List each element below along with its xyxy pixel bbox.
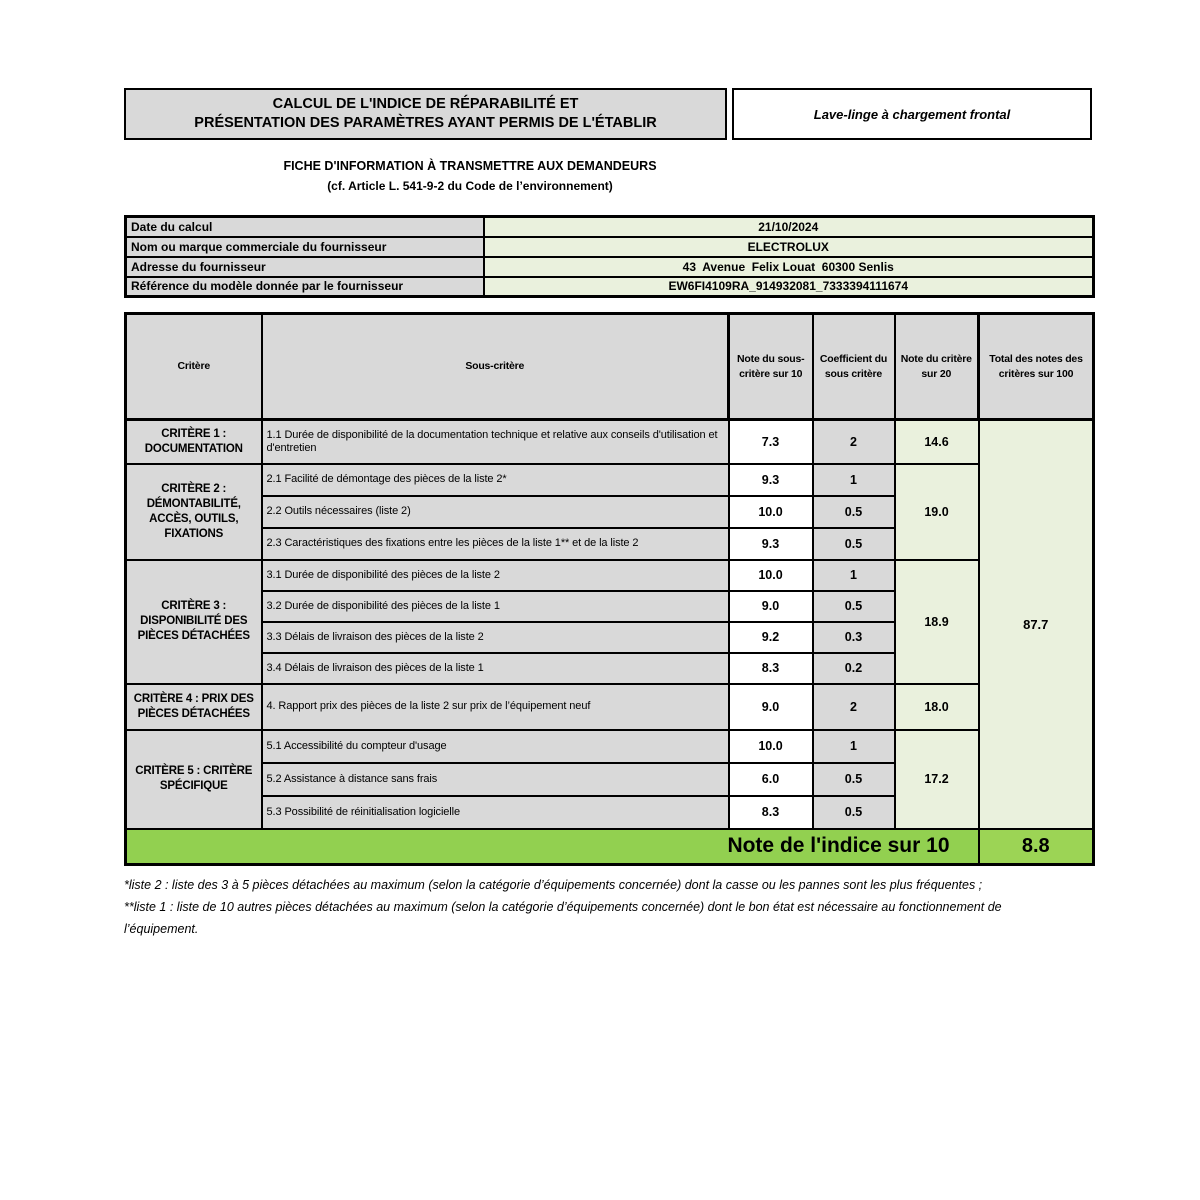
sub-4-note10: 9.0: [729, 684, 813, 730]
sub-2-3-label: 2.3 Caractéristiques des fixations entre les pièces de la liste 1** et de la liste 2: [262, 528, 729, 560]
criterion-5-name: CRITÈRE 5 : CRITÈRE SPÉCIFIQUE: [126, 730, 262, 829]
criterion-2-note20: 19.0: [895, 464, 979, 560]
main-title-box: [124, 88, 727, 140]
table-row: [126, 560, 1094, 591]
product-type-label: Lave-linge à chargement frontal: [813, 106, 1011, 122]
table-row: [126, 684, 1094, 730]
sub-2-1-note10: 9.3: [729, 464, 813, 496]
sub-3-4-coeff: 0.2: [813, 653, 895, 684]
criterion-1-note20: 14.6: [895, 420, 979, 464]
sub-3-1-label: 3.1 Durée de disponibilité des pièces de la liste 2: [262, 560, 729, 591]
sub-3-4-label: 3.4 Délais de livraison des pièces de la liste 1: [262, 653, 729, 684]
header-coefficient: Coefficient du sous critère: [813, 314, 895, 420]
sub-3-3-label: 3.3 Délais de livraison des pièces de la liste 2: [262, 622, 729, 653]
sub-1-1-label: 1.1 Durée de disponibilité de la documentation technique et relative aux conseils d'utilisation et d'entretien: [262, 420, 729, 464]
sub-5-1-note10: 10.0: [729, 730, 813, 763]
sub-2-2-label: 2.2 Outils nécessaires (liste 2): [262, 496, 729, 528]
footnote-liste1: **liste 1 : liste de 10 autres pièces détachées au maximum (selon la catégorie d’équipements concernée) dont le bon état est nécessaire au fonctionnement de l’équipement.: [124, 900, 1002, 936]
header-note10: Note du sous-critère sur 10: [729, 314, 813, 420]
info-row-date: [126, 217, 1094, 237]
criteria-table: [124, 312, 1095, 866]
info-value-date: 21/10/2024: [484, 217, 1094, 237]
criterion-5-note20: 17.2: [895, 730, 979, 829]
sub-2-1-label: 2.1 Facilité de démontage des pièces de la liste 2*: [262, 464, 729, 496]
info-row-reference: [126, 277, 1094, 297]
sub-4-label: 4. Rapport prix des pièces de la liste 2 sur prix de l’équipement neuf: [262, 684, 729, 730]
info-row-brand: [126, 237, 1094, 257]
criterion-3-name: CRITÈRE 3 : DISPONIBILITÉ DES PIÈCES DÉTACHÉES: [126, 560, 262, 684]
sub-2-2-coeff: 0.5: [813, 496, 895, 528]
info-label-brand: Nom ou marque commerciale du fournisseur: [126, 237, 484, 257]
criterion-4-note20: 18.0: [895, 684, 979, 730]
sub-3-2-coeff: 0.5: [813, 591, 895, 622]
subtitle-line2: (cf. Article L. 541-9-2 du Code de l’environnement): [327, 179, 613, 193]
sub-5-2-label: 5.2 Assistance à distance sans frais: [262, 763, 729, 796]
main-title-line1: CALCUL DE L'INDICE DE RÉPARABILITÉ ET: [272, 96, 579, 112]
product-type-box: [732, 88, 1092, 140]
subtitle-block: [124, 156, 816, 196]
info-value-brand: ELECTROLUX: [484, 237, 1094, 257]
sub-2-1-coeff: 1: [813, 464, 895, 496]
table-row: [126, 420, 1094, 464]
header-note20: Note du critère sur 20: [895, 314, 979, 420]
sub-1-1-note10: 7.3: [729, 420, 813, 464]
footnote-liste2: *liste 2 : liste des 3 à 5 pièces détachées au maximum (selon la catégorie d’équipements concernée) dont la casse ou les pannes sont les plus fréquentes ;: [124, 878, 983, 892]
sub-3-2-label: 3.2 Durée de disponibilité des pièces de la liste 1: [262, 591, 729, 622]
info-label-address: Adresse du fournisseur: [126, 257, 484, 277]
sub-1-1-coeff: 2: [813, 420, 895, 464]
score-band-value: 8.8: [979, 829, 1094, 865]
sub-5-2-coeff: 0.5: [813, 763, 895, 796]
sub-5-2-note10: 6.0: [729, 763, 813, 796]
header-total100: Total des notes des critères sur 100: [979, 314, 1094, 420]
sub-5-1-label: 5.1 Accessibilité du compteur d'usage: [262, 730, 729, 763]
subtitle-line1: FICHE D'INFORMATION À TRANSMETTRE AUX DEMANDEURS: [283, 159, 657, 173]
sub-5-3-coeff: 0.5: [813, 796, 895, 829]
score-band-label: Note de l'indice sur 10: [126, 829, 979, 865]
sub-3-1-coeff: 1: [813, 560, 895, 591]
sub-3-1-note10: 10.0: [729, 560, 813, 591]
sub-5-3-label: 5.3 Possibilité de réinitialisation logicielle: [262, 796, 729, 829]
sub-3-4-note10: 8.3: [729, 653, 813, 684]
sub-5-3-note10: 8.3: [729, 796, 813, 829]
table-header-row: [126, 314, 1094, 420]
table-row: [126, 464, 1094, 496]
document-header: [124, 88, 1092, 140]
footnotes-block: [124, 874, 1062, 940]
criterion-3-note20: 18.9: [895, 560, 979, 684]
header-criterion: Critère: [126, 314, 262, 420]
total-notes-100: 87.7: [979, 420, 1094, 829]
criterion-4-name: CRITÈRE 4 : PRIX DES PIÈCES DÉTACHÉES: [126, 684, 262, 730]
main-title-line2: PRÉSENTATION DES PARAMÈTRES AYANT PERMIS DE L'ÉTABLIR: [194, 115, 657, 131]
sub-3-3-coeff: 0.3: [813, 622, 895, 653]
info-label-date: Date du calcul: [126, 217, 484, 237]
sub-3-2-note10: 9.0: [729, 591, 813, 622]
sub-2-3-coeff: 0.5: [813, 528, 895, 560]
info-row-address: [126, 257, 1094, 277]
table-row: [126, 730, 1094, 763]
info-label-reference: Référence du modèle donnée par le fournisseur: [126, 277, 484, 297]
header-sub-criterion: Sous-critère: [262, 314, 729, 420]
criterion-1-name: CRITÈRE 1 : DOCUMENTATION: [126, 420, 262, 464]
sub-4-coeff: 2: [813, 684, 895, 730]
sub-3-3-note10: 9.2: [729, 622, 813, 653]
sub-2-2-note10: 10.0: [729, 496, 813, 528]
sub-2-3-note10: 9.3: [729, 528, 813, 560]
info-value-address: 43 Avenue Felix Louat 60300 Senlis: [484, 257, 1094, 277]
supplier-info-table: [124, 215, 1095, 298]
score-band-row: [126, 829, 1094, 865]
criterion-2-name: CRITÈRE 2 : DÉMONTABILITÉ, ACCÈS, OUTILS, FIXATIONS: [126, 464, 262, 560]
sub-5-1-coeff: 1: [813, 730, 895, 763]
info-value-reference: EW6FI4109RA_914932081_7333394111674: [484, 277, 1094, 297]
